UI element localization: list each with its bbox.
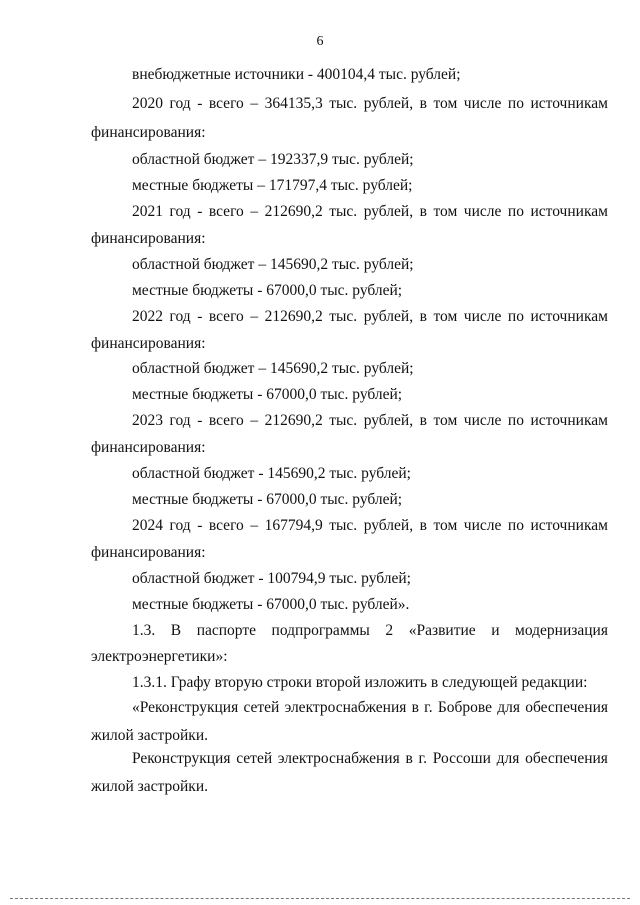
word: по: [507, 95, 524, 112]
word: 2020: [132, 95, 163, 112]
word: обеспечения: [525, 699, 608, 716]
word: 2021: [132, 203, 163, 220]
word: для: [496, 750, 520, 767]
word: модернизация: [515, 622, 608, 639]
word: «Развитие: [408, 622, 476, 639]
word: том: [433, 517, 458, 534]
word: числе: [463, 203, 502, 220]
word: электроснабжения: [284, 699, 407, 716]
word: год: [169, 517, 191, 534]
text-line: финансирования:: [91, 230, 206, 247]
word: в: [419, 203, 427, 220]
word: паспорте: [196, 622, 256, 639]
text-line: жилой застройки.: [91, 727, 208, 744]
word: для: [497, 699, 521, 716]
word: –: [250, 308, 259, 325]
word: В: [170, 622, 182, 639]
word: в: [419, 308, 427, 325]
justified-line: [132, 95, 608, 113]
justified-line: [132, 622, 608, 640]
word: тыс.: [329, 517, 358, 534]
word: -: [197, 412, 203, 429]
justified-line: [132, 412, 608, 430]
word: 2022: [132, 308, 163, 325]
justified-line: [132, 308, 608, 326]
word: по: [507, 412, 524, 429]
word: –: [250, 203, 259, 220]
word: 1.3.: [132, 622, 156, 639]
word: -: [197, 95, 203, 112]
word: по: [507, 308, 524, 325]
word: сетей: [243, 699, 280, 716]
word: 212690,2: [264, 412, 323, 429]
word: и: [491, 622, 500, 639]
word: -: [197, 517, 203, 534]
word: Россоши: [432, 750, 491, 767]
text-line: областной бюджет - 145690,2 тыс. рублей;: [132, 465, 411, 482]
word: всего: [208, 517, 244, 534]
word: всего: [208, 95, 244, 112]
word: в: [419, 95, 427, 112]
page-number: 6: [316, 34, 324, 49]
text-line: местные бюджеты - 67000,0 тыс. рублей;: [132, 282, 403, 299]
word: числе: [463, 308, 502, 325]
justified-line: [132, 750, 608, 768]
word: –: [250, 95, 259, 112]
word: 212690,2: [264, 203, 323, 220]
word: 2023: [132, 412, 163, 429]
justified-line: [132, 699, 608, 717]
word: 2024: [132, 517, 163, 534]
text-line: финансирования:: [91, 124, 206, 141]
word: источникам: [530, 95, 608, 112]
text-line: местные бюджеты - 67000,0 тыс. рублей;: [132, 386, 403, 403]
word: по: [507, 203, 524, 220]
word: тыс.: [329, 95, 358, 112]
footer-rule: [10, 898, 630, 899]
word: подпрограммы: [271, 622, 370, 639]
word: рублей,: [363, 308, 414, 325]
word: рублей,: [363, 203, 414, 220]
word: том: [433, 412, 458, 429]
text-line: внебюджетные источники - 400104,4 тыс. рублей;: [132, 66, 461, 83]
word: том: [433, 203, 458, 220]
word: Боброве: [437, 699, 493, 716]
word: электроснабжения: [277, 750, 400, 767]
word: всего: [208, 412, 244, 429]
word: год: [169, 203, 191, 220]
justified-line: [132, 517, 608, 535]
word: рублей,: [363, 95, 414, 112]
word: г.: [418, 750, 428, 767]
text-line: местные бюджеты - 67000,0 тыс. рублей;: [132, 491, 403, 508]
text-line: электроэнергетики»:: [91, 648, 228, 665]
word: в: [405, 750, 413, 767]
word: сетей: [236, 750, 273, 767]
word: числе: [463, 517, 502, 534]
word: –: [250, 517, 259, 534]
word: г.: [424, 699, 433, 716]
text-line: финансирования:: [91, 335, 206, 352]
text-line: областной бюджет – 145690,2 тыс. рублей;: [132, 360, 414, 377]
text-line: областной бюджет - 100794,9 тыс. рублей;: [132, 570, 411, 587]
word: том: [433, 308, 458, 325]
word: «Реконструкция: [132, 699, 239, 716]
word: 212690,2: [264, 308, 323, 325]
text-line: финансирования:: [91, 544, 206, 561]
word: всего: [208, 308, 244, 325]
word: год: [169, 308, 191, 325]
word: источникам: [530, 517, 608, 534]
word: 2: [385, 622, 394, 639]
text-line: местные бюджеты – 171797,4 тыс. рублей;: [132, 177, 413, 194]
text-line: финансирования:: [91, 439, 206, 456]
word: рублей,: [363, 412, 414, 429]
word: тыс.: [329, 308, 358, 325]
word: год: [169, 95, 191, 112]
word: –: [250, 412, 259, 429]
word: всего: [208, 203, 244, 220]
text-line: областной бюджет – 192337,9 тыс. рублей;: [132, 151, 414, 168]
word: в: [419, 412, 427, 429]
word: тыс.: [329, 203, 358, 220]
word: источникам: [530, 412, 608, 429]
word: том: [433, 95, 458, 112]
word: Реконструкция: [132, 750, 231, 767]
text-line: местные бюджеты - 67000,0 тыс. рублей».: [132, 596, 410, 613]
word: числе: [463, 412, 502, 429]
word: тыс.: [329, 412, 358, 429]
text-line: 1.3.1. Графу вторую строки второй изложить в следующей редакции:: [132, 674, 588, 691]
word: числе: [463, 95, 502, 112]
word: в: [411, 699, 419, 716]
word: обеспечения: [525, 750, 608, 767]
word: по: [507, 517, 524, 534]
word: 167794,9: [264, 517, 323, 534]
word: -: [197, 203, 203, 220]
text-line: жилой застройки.: [91, 778, 208, 795]
text-line: областной бюджет – 145690,2 тыс. рублей;: [132, 256, 414, 273]
word: рублей,: [363, 517, 414, 534]
word: в: [419, 517, 427, 534]
word: год: [169, 412, 191, 429]
word: -: [197, 308, 203, 325]
word: источникам: [530, 203, 608, 220]
justified-line: [132, 203, 608, 221]
word: 364135,3: [264, 95, 323, 112]
word: источникам: [530, 308, 608, 325]
